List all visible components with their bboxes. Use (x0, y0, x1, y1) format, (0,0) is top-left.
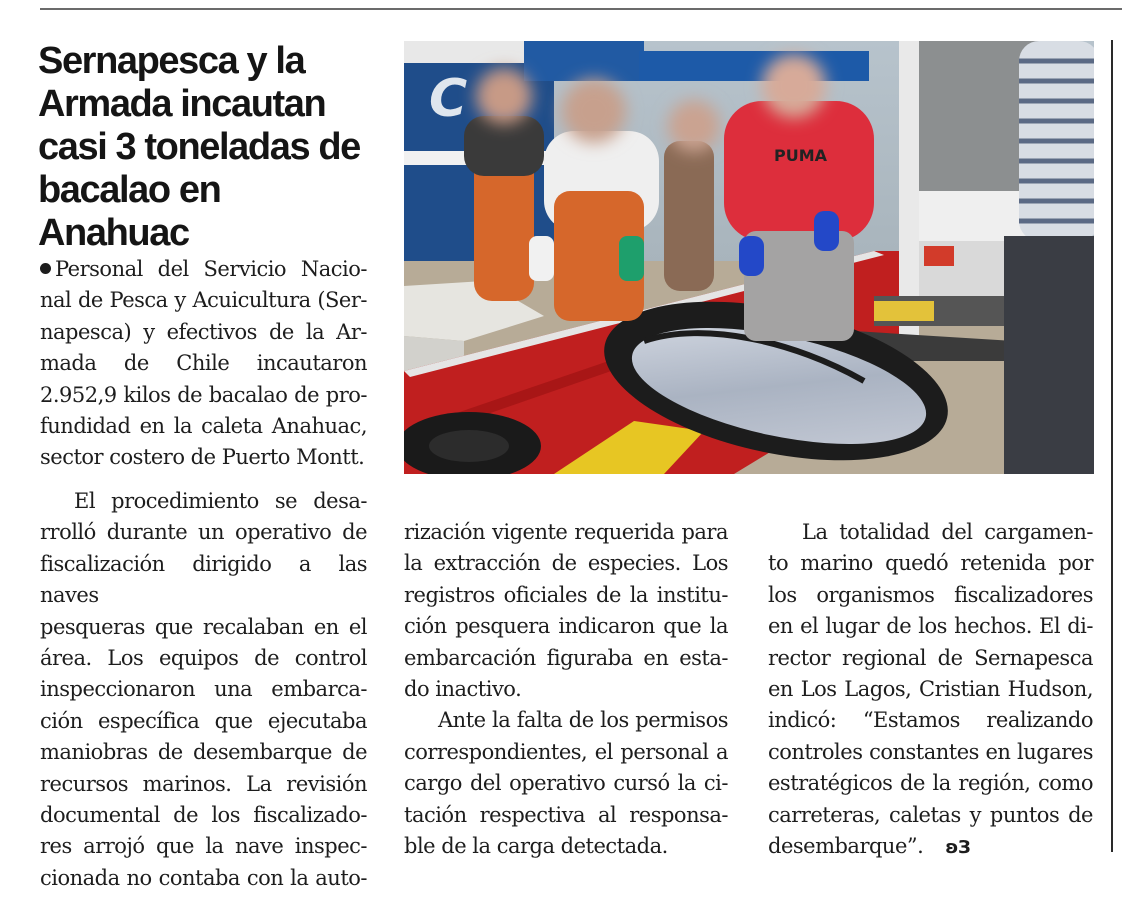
text-line: área. Los equipos de control (40, 646, 367, 671)
text-line: 2.952,9 kilos de bacalao de pro- (40, 382, 367, 407)
text-line: ción específica que ejecutaba (40, 708, 367, 733)
text-line: desembarque”. (768, 834, 924, 859)
column-three (768, 517, 1093, 863)
text-line: tación respectiva al responsa- (404, 802, 728, 827)
text-line: rrolló durante un operativo de (40, 520, 367, 545)
text-line: carreteras, caletas y puntos de (768, 802, 1093, 827)
text-line: nal de Pesca y Acuicultura (Ser- (40, 288, 367, 313)
text-line: pesqueras que recalaban en el (40, 614, 367, 639)
text-line: en el lugar de los hechos. El di- (768, 614, 1093, 639)
text-line: res arrojó que la nave inspec- (40, 834, 367, 859)
headline (38, 40, 378, 255)
text-line: Personal del Servicio Nacio- (55, 257, 367, 281)
photo-illustration (404, 41, 1094, 474)
text-line: do inactivo. (404, 677, 522, 702)
text-line: maniobras de desembarque de (40, 740, 367, 765)
text-line: en Los Lagos, Cristian Hudson, (768, 677, 1093, 702)
hull-lettering: C (429, 69, 468, 129)
text-line: to marino quedó retenida por (768, 551, 1093, 576)
lead-paragraph (40, 254, 367, 474)
text-line: rector regional de Sernapesca (768, 645, 1093, 670)
text-line: rización vigente requerida para (404, 520, 728, 544)
text-line: sector costero de Puerto Montt. (40, 445, 365, 470)
text-line: fundidad en la caleta Anahuac, (40, 414, 367, 439)
text-line: fiscalización dirigido a las naves (40, 551, 367, 608)
text-line: documental de los fiscalizado- (40, 803, 367, 828)
text-line: embarcación figuraba en esta- (404, 645, 728, 670)
news-photo (404, 41, 1094, 474)
text-line: estratégicos de la región, como (768, 771, 1093, 796)
text-line: mada de Chile incautaron (40, 351, 367, 376)
text-line: correspondientes, el personal a (404, 739, 728, 764)
bullet-icon (40, 263, 51, 274)
worker (664, 100, 720, 291)
text-line: inspeccionaron una embarca- (40, 677, 367, 702)
headline-line: Sernapesca y la (38, 40, 305, 82)
text-line: indicó: “Estamos realizando (768, 708, 1093, 733)
column-rule (1111, 40, 1113, 852)
shirt-lettering: PUMA (774, 146, 828, 165)
text-line: ción pesquera indicaron que la (404, 614, 728, 639)
text-line: cionada no contaba con la auto- (40, 865, 367, 890)
end-mark-icon: ʚЗ (945, 837, 971, 859)
top-rule (40, 8, 1122, 10)
headline-line: casi 3 toneladas de (38, 126, 360, 168)
column-two (404, 517, 728, 862)
text-line: El procedimiento se desa- (74, 489, 367, 513)
headline-line: Armada incautan (38, 83, 326, 125)
text-line: la extracción de especies. Los (404, 551, 728, 576)
text-line: La totalidad del cargamen- (802, 520, 1093, 544)
text-line: cargo del operativo cursó la ci- (404, 771, 728, 796)
body-paragraph (40, 486, 367, 894)
headline-line: bacalao en Anahuac (38, 169, 221, 254)
text-line: los organismos fiscalizadores (768, 582, 1093, 607)
text-line: napesca) y efectivos de la Ar- (40, 319, 367, 344)
text-line: controles constantes en lugares (768, 739, 1093, 764)
text-line: recursos marinos. La revisión (40, 771, 367, 796)
text-line: ble de la carga detectada. (404, 834, 668, 859)
text-line: Ante la falta de los permisos (438, 708, 728, 733)
text-line: registros oficiales de la institu- (404, 582, 728, 607)
